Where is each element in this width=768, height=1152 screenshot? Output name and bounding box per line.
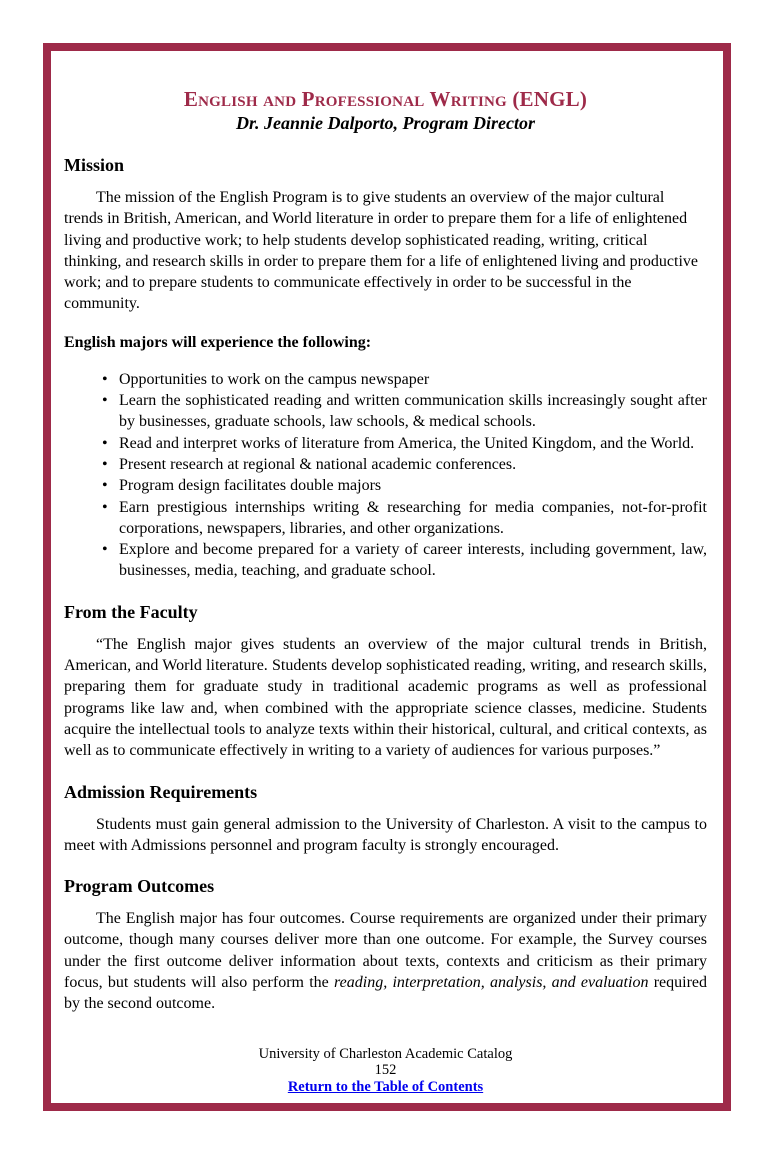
- admission-paragraph: Students must gain general admission to the University of Charleston. A visit to the campus to meet with Admissions personnel and program faculty is strongly encouraged.: [64, 815, 707, 854]
- bullet-item: • Opportunities to work on the campus newspaper: [119, 369, 707, 390]
- page-footer: [64, 1046, 707, 1098]
- bullet-item: • Read and interpret works of literature from America, the United Kingdom, and the World.: [119, 433, 707, 454]
- page-number: 152: [374, 1062, 397, 1078]
- mission-heading: Mission: [64, 155, 125, 175]
- page-frame: [43, 43, 731, 1111]
- catalog-name: University of Charleston Academic Catalog: [258, 1045, 513, 1062]
- faculty-heading: From the Faculty: [64, 601, 198, 622]
- admission-heading: Admission Requirements: [64, 781, 258, 802]
- bullet-item: • Present research at regional & national academic conferences.: [119, 454, 707, 475]
- bullet-item: • Learn the sophisticated reading and written communication skills increasingly sought after by businesses, graduate schools, law schools, & medical schools.: [119, 390, 707, 433]
- bullet-item: • Explore and become prepared for a variety of career interests, including government, law, businesses, media, teaching, and graduate school.: [119, 539, 707, 582]
- outcomes-text-end: required by the second outcome.: [64, 974, 708, 1013]
- program-director-subtitle: Dr. Jeannie Dalporto, Program Director: [235, 113, 535, 133]
- return-to-toc-link[interactable]: Return to the Table of Contents: [287, 1078, 484, 1095]
- outcomes-heading: Program Outcomes: [64, 876, 215, 897]
- faculty-paragraph: “The English major gives students an overview of the major cultural trends in British, American, and World literature. Students develop sophisticated reading, writing, and research skills, preparing them for graduate study in traditional academic programs as well as professional programs like law and, when combined with the appropriate science classes, medicine. Students acquire the intellectual tools to analyze texts within their historical, cultural, and critical contexts, as well as to communicate effectively in writing to a variety of audiences for various purposes.”: [64, 635, 707, 760]
- outcomes-text-start: The English major has four outcomes. Course requirements are organized under their primary outcome, though many courses deliver more than one outcome. For example, the Survey courses under the first outcome deliver information about texts, contexts and criticism as their primary focus, but students will also perform the: [64, 910, 707, 992]
- outcomes-text-italic: reading, interpretation, analysis, and evaluation: [334, 974, 649, 992]
- bullet-item: • Earn prestigious internships writing & researching for media companies, not-for-profit corporations, newspapers, libraries, and other organizations.: [119, 497, 707, 540]
- page-title: English and Professional Writing (ENGL): [183, 87, 588, 111]
- experience-lead: English majors will experience the following:: [64, 333, 372, 351]
- experience-bullet-list: [64, 369, 707, 582]
- outcomes-paragraph: [64, 908, 707, 1014]
- mission-paragraph: The mission of the English Program is to give students an overview of the major cultural trends in British, American, and World literature in order to prepare them for a life of enlightened living and productive work; to help students develop sophisticated reading, writing, critical thinking, and research skills in order to prepare them for a life of enlightened living and productive work; and to prepare students to communicate effectively in order to be successful in the community.: [64, 189, 699, 313]
- bullet-item: • Program design facilitates double majors: [119, 475, 707, 496]
